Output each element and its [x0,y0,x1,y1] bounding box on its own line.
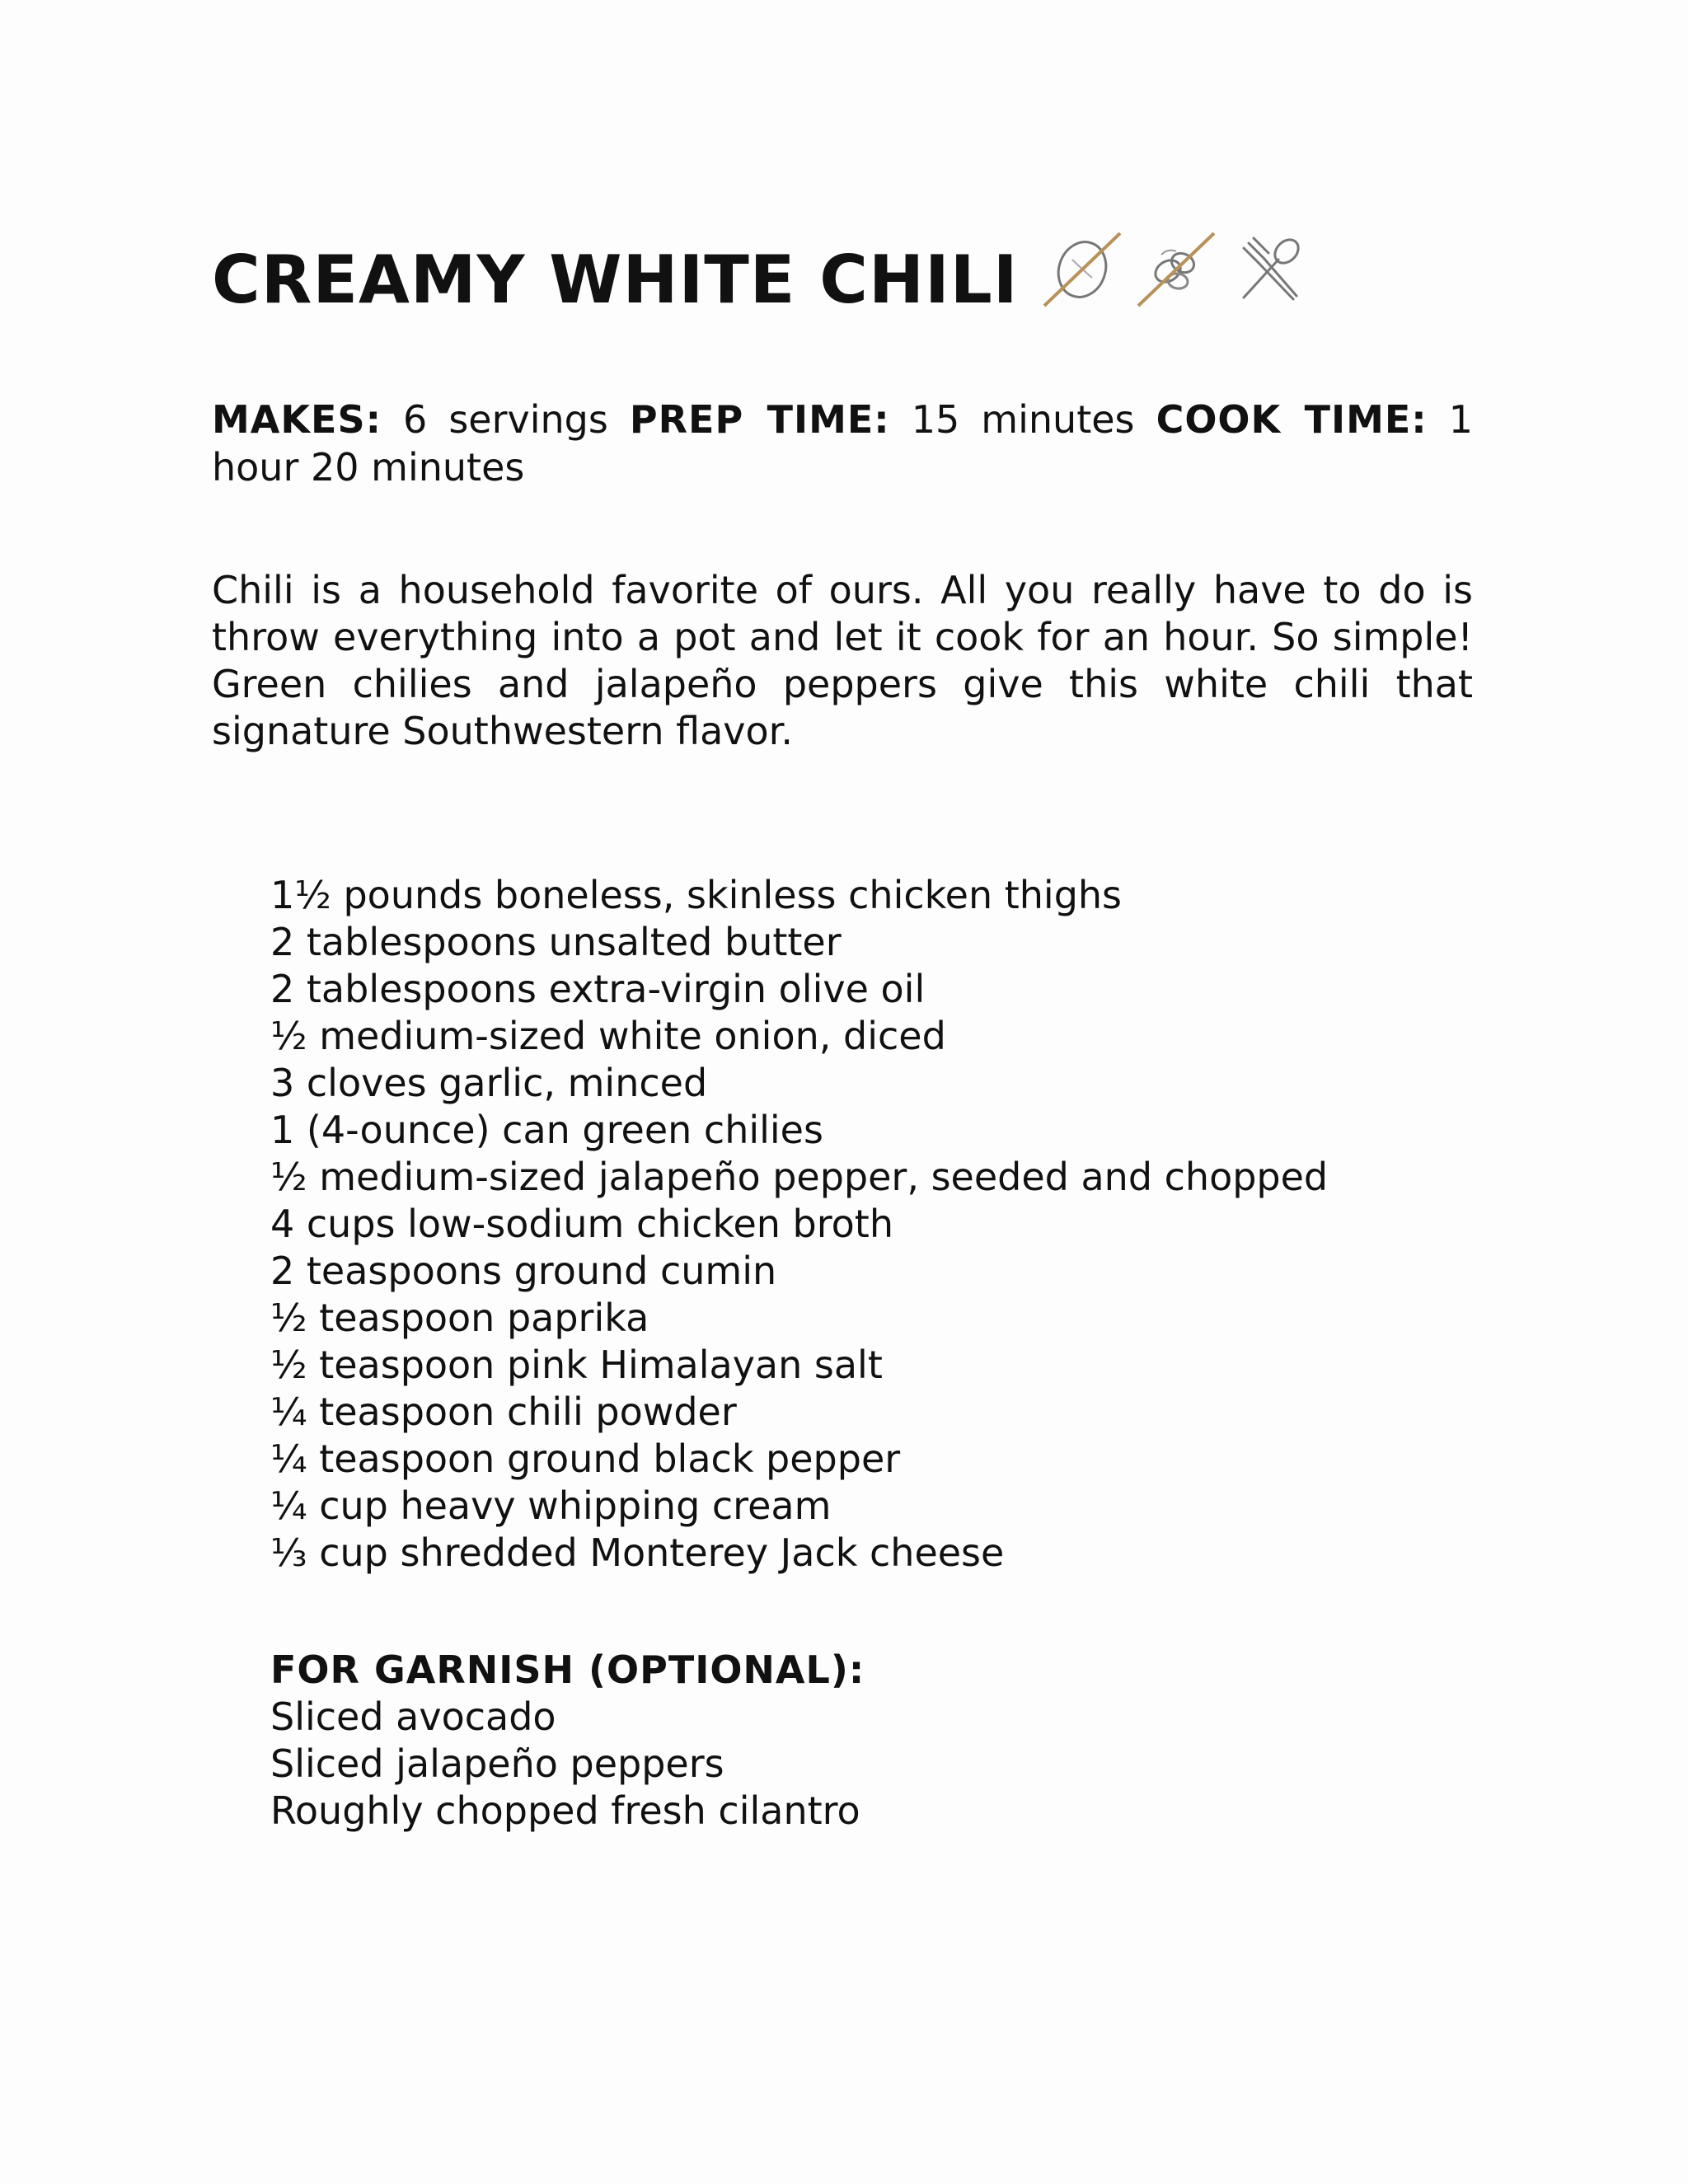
ingredient-item: ½ medium-sized jalapeño pepper, seeded and chopped [270,1155,1329,1199]
cook-time-label: COOK TIME: [1156,397,1428,442]
ingredient-item: 2 tablespoons extra-virgin olive oil [270,967,926,1011]
recipe-intro: Chili is a household favorite of ours. All you really have to do is throw everything into a pot and let it cook for an hour. So simple! Green chilies and jalapeño peppers give this white chili that signature Southwestern flavor. [212,568,1473,753]
makes-label: MAKES: [212,397,382,442]
ingredient-item: 1½ pounds boneless, skinless chicken thighs [270,873,1123,917]
garnish-item: Sliced jalapeño peppers [270,1741,724,1786]
ingredient-item: ¼ cup heavy whipping cream [270,1483,832,1528]
ingredient-item: 1 (4-ounce) can green chilies [270,1108,823,1152]
garnish-item: Sliced avocado [270,1694,556,1739]
ingredient-item: ½ medium-sized white onion, diced [270,1014,946,1058]
fork-spoon-icon [1227,227,1313,312]
garnish-item: Roughly chopped fresh cilantro [270,1788,860,1833]
makes-value: 6 servings [403,397,608,442]
recipe-meta [212,396,1473,491]
ingredient-item: 2 tablespoons unsalted butter [270,920,842,964]
diet-badges [1039,227,1313,312]
ingredient-item: 4 cups low-sodium chicken broth [270,1202,893,1246]
prep-time-value: 15 minutes [911,397,1135,442]
ingredient-item: 3 cloves garlic, minced [270,1061,708,1105]
ingredient-item: ¼ teaspoon chili powder [270,1390,737,1434]
garnish-section [270,1647,865,1835]
ingredient-item: 2 teaspoons ground cumin [270,1249,777,1293]
ingredient-item: ⅓ cup shredded Monterey Jack cheese [270,1530,1005,1575]
prep-time-label: PREP TIME: [629,397,890,442]
garnish-heading: FOR GARNISH (OPTIONAL): [270,1647,865,1692]
ingredient-item: ¼ teaspoon ground black pepper [270,1436,901,1481]
cook-time-value: 1 hour 20 minutes [212,397,1474,490]
ingredient-item: ½ teaspoon paprika [270,1296,649,1340]
title-row [212,241,1313,318]
ingredient-list [270,872,1328,1577]
gluten-free-icon [1039,227,1125,312]
recipe-title: CREAMY WHITE CHILI [212,241,1019,318]
garnish-list [270,1694,865,1835]
nut-free-icon [1133,227,1219,312]
ingredient-item: ½ teaspoon pink Himalayan salt [270,1343,883,1387]
